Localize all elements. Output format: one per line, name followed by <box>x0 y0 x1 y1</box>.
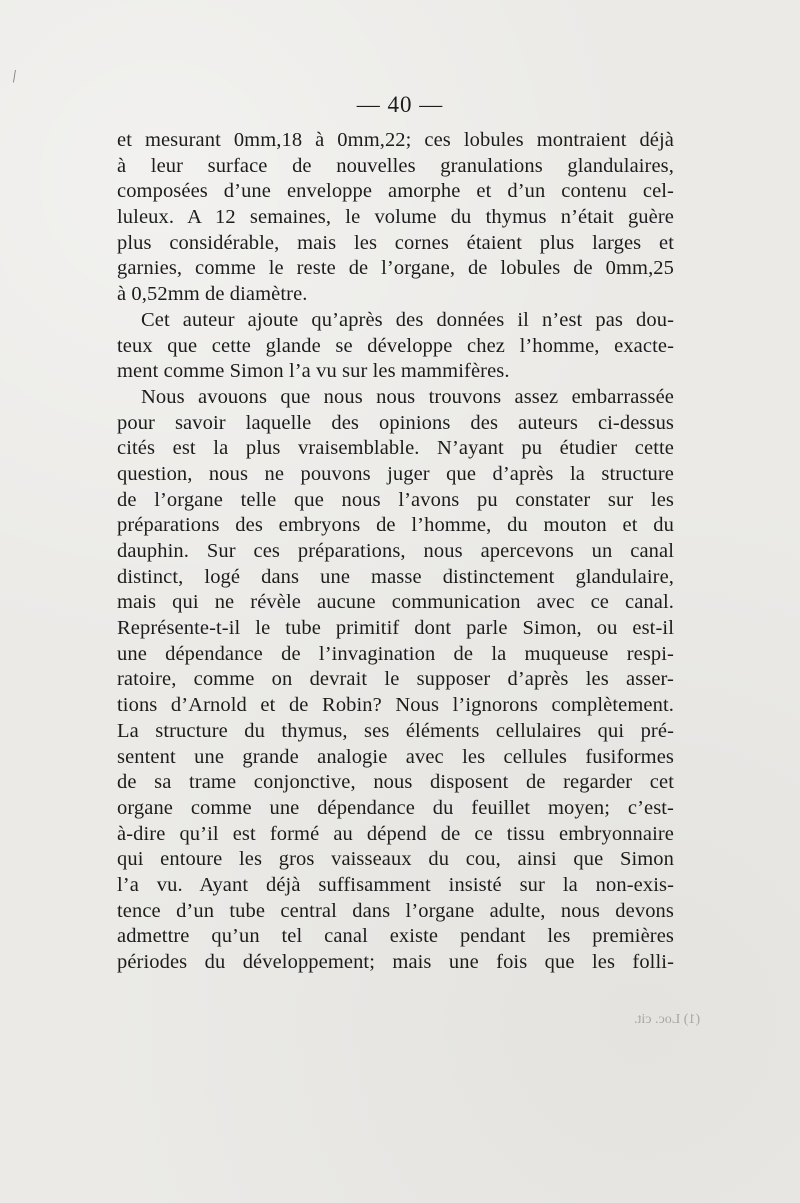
text-line: tions d’Arnold et de Robin? Nous l’ignorons complètement. <box>117 694 674 717</box>
text-line: Représente-t-il le tube primitif dont parle Simon, ou est-il <box>117 617 674 640</box>
text-line: et mesurant 0mm,18 à 0mm,22; ces lobules montraient déjà <box>117 129 674 151</box>
text-line: organe comme une dépendance du feuillet moyen; c’est- <box>117 796 674 819</box>
text-line: plus considérable, mais les cornes étaient plus larges et <box>117 231 674 254</box>
text-line: à 0,52mm de diamètre. <box>117 283 308 306</box>
text-line: qui entoure les gros vaisseaux du cou, ainsi que Simon <box>117 848 674 871</box>
text-line: question, nous ne pouvons juger que d’après la structure <box>117 462 674 485</box>
bleed-through-text: (1) Loc. cit. <box>634 1012 701 1027</box>
text-line: tence d’un tube central dans l’organe adulte, nous devons <box>117 899 674 922</box>
text-line: garnies, comme le reste de l’organe, de lobules de 0mm,25 <box>117 257 674 280</box>
text-line: pour savoir laquelle des opinions des auteurs ci-dessus <box>117 411 674 434</box>
text-line: sentent une grande analogie avec les cellules fusiformes <box>117 745 674 768</box>
page-number: — 40 — <box>356 92 444 117</box>
text-line: Cet auteur ajoute qu’après des données il n’est pas dou- <box>141 308 674 331</box>
text-line: à-dire qu’il est formé au dépend de ce tissu embryonnaire <box>117 822 674 845</box>
text-line: distinct, logé dans une masse distinctement glandulaire, <box>117 565 674 588</box>
text-line: de sa trame conjonctive, nous disposent de regarder cet <box>117 771 674 794</box>
text-line: cités est la plus vraisemblable. N’ayant pu étudier cette <box>117 437 674 460</box>
text-line: périodes du développement; mais une fois que les folli- <box>117 951 674 973</box>
text-line: luleux. A 12 semaines, le volume du thymus n’était guère <box>117 206 674 229</box>
text-line: mais qui ne révèle aucune communication avec ce canal. <box>117 591 674 614</box>
text-line: ratoire, comme on devrait le supposer d’après les asser- <box>117 668 674 691</box>
text-line: une dépendance de l’invagination de la muqueuse respi- <box>117 642 674 665</box>
corner-mark: / <box>10 65 19 87</box>
text-line: de l’organe telle que nous l’avons pu constater sur les <box>117 488 674 511</box>
text-line: admettre qu’un tel canal existe pendant les premières <box>117 925 674 948</box>
text-line: ment comme Simon l’a vu sur les mammifères. <box>117 360 510 383</box>
text-line: La structure du thymus, ses éléments cellulaires qui pré- <box>117 719 674 742</box>
text-line: à leur surface de nouvelles granulations glandulaires, <box>117 154 674 177</box>
text-line: dauphin. Sur ces préparations, nous apercevons un canal <box>117 540 674 562</box>
text-line: teux que cette glande se développe chez l’homme, exacte- <box>117 334 674 357</box>
text-line: Nous avouons que nous nous trouvons assez embarrassée <box>141 385 674 408</box>
text-line: l’a vu. Ayant déjà suffisamment insisté sur la non-exis- <box>117 873 674 896</box>
text-line: composées d’une enveloppe amorphe et d’un contenu cel- <box>117 180 674 203</box>
body-text <box>117 128 674 976</box>
text-line: préparations des embryons de l’homme, du mouton et du <box>117 514 674 537</box>
